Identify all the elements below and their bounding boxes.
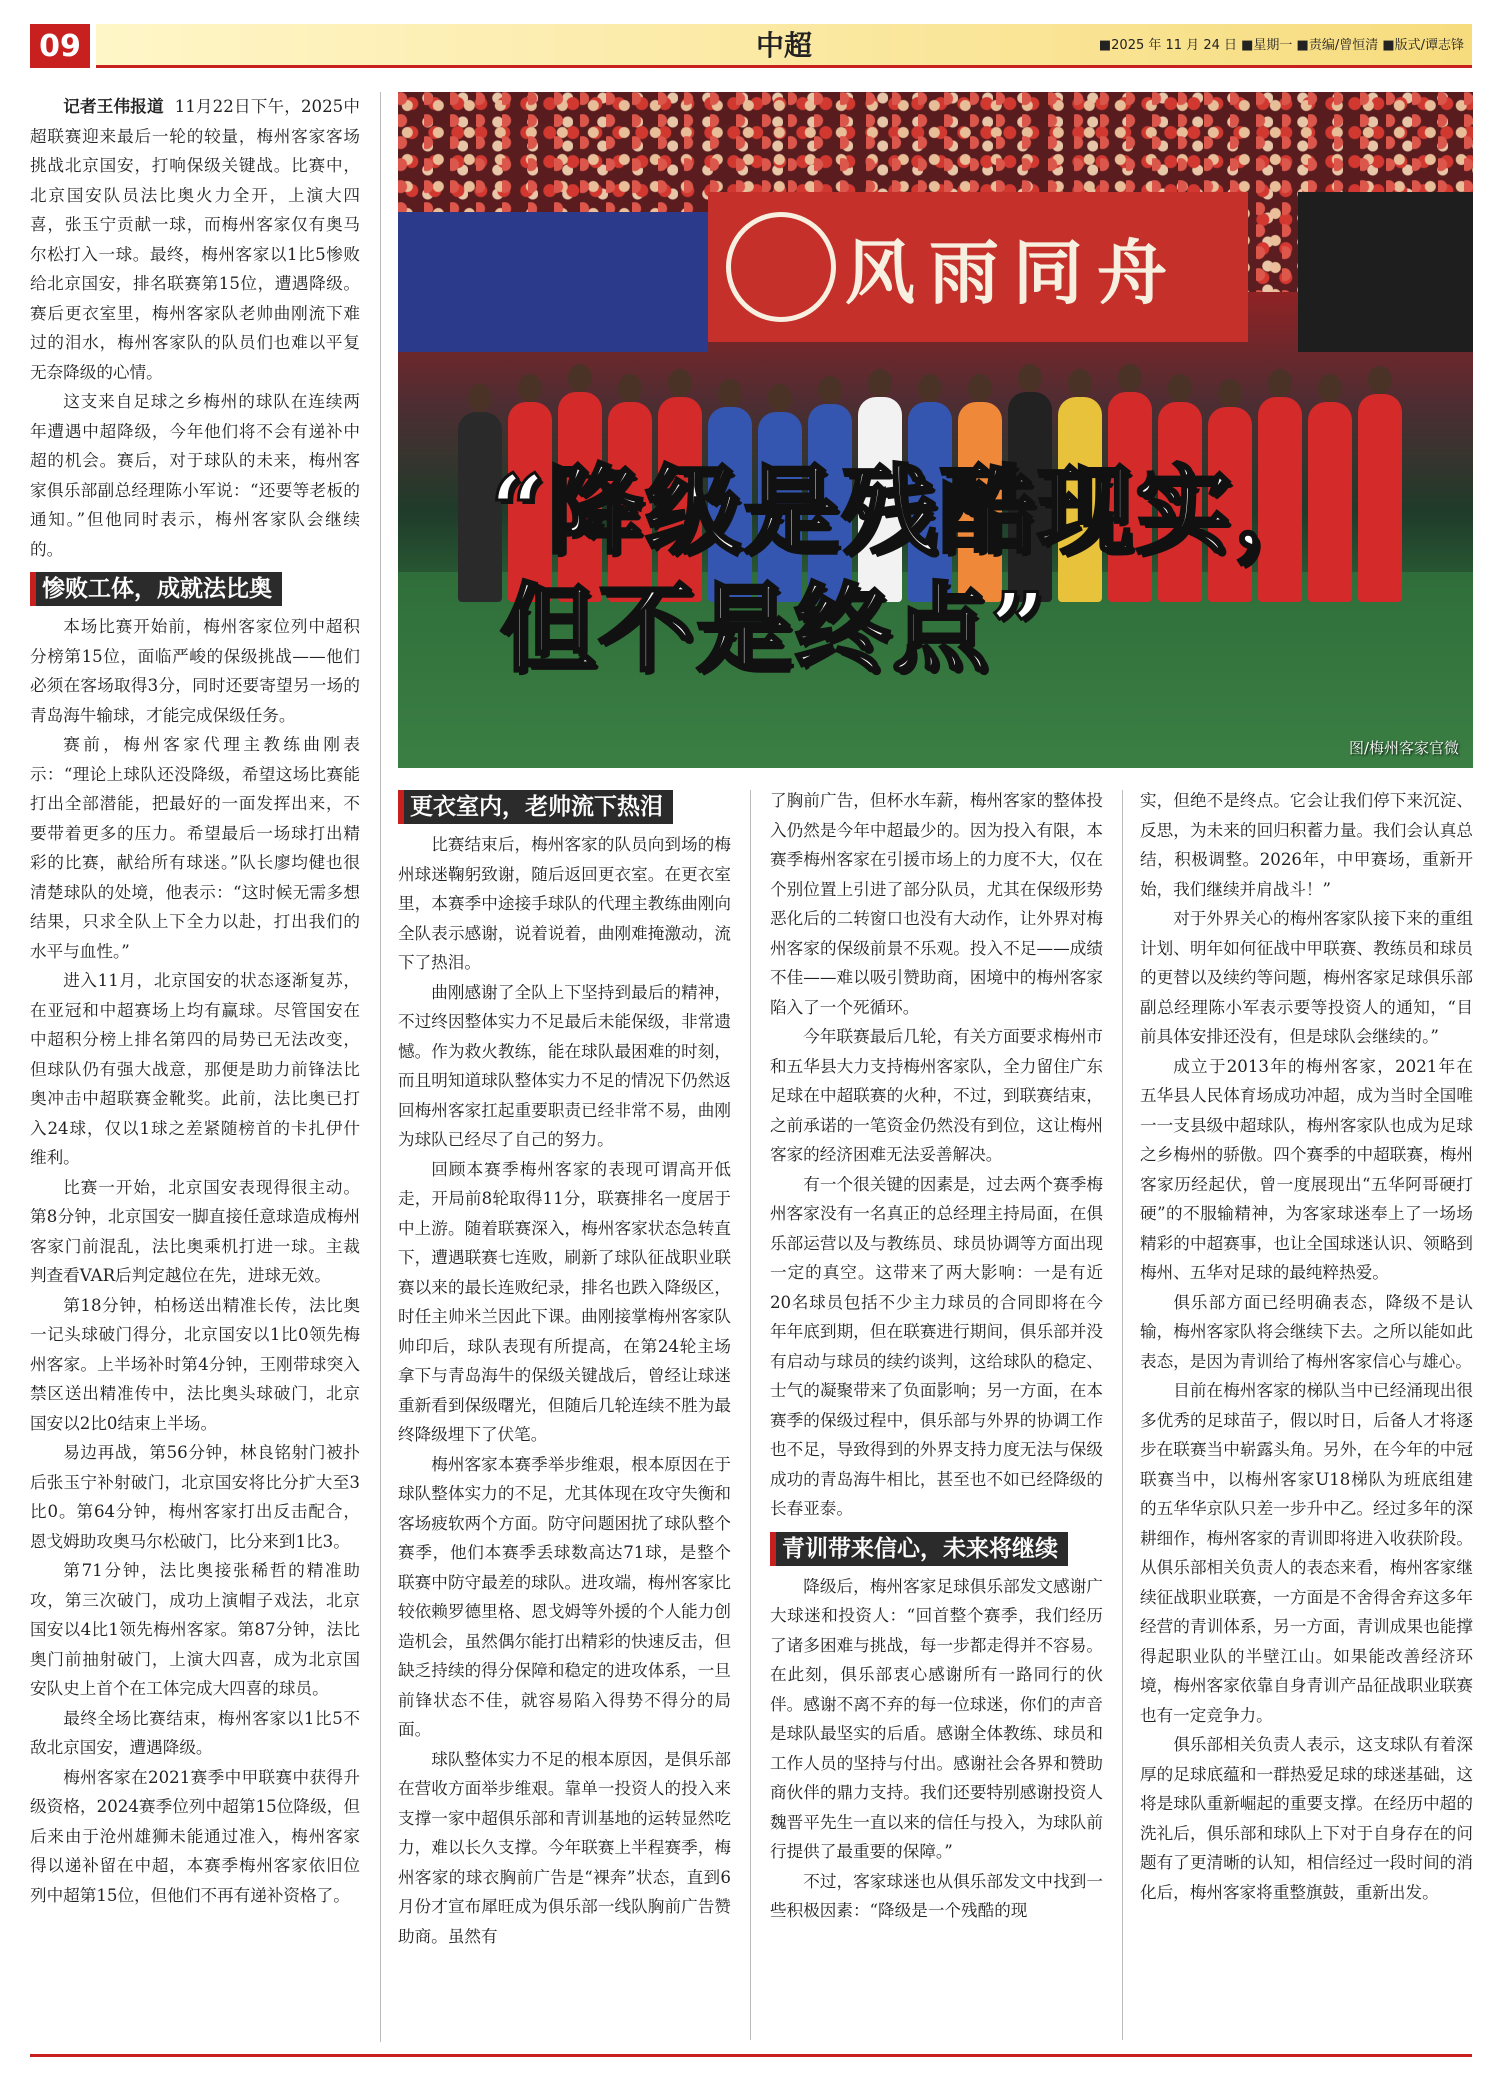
paragraph: 第71分钟，法比奥接张稀哲的精准助攻，第三次破门，成功上演帽子戏法，北京国安以4比1领先梅州客家。第87分钟，法比奥门前抽射破门，上演大四喜，成为北京国安队史上首个在工体完成大四喜的球员。 (30, 1561, 360, 1698)
section-title: 中超 (755, 29, 812, 62)
paragraph: 对于外界关心的梅州客家队接下来的重组计划、明年如何征战中甲联赛、教练员和球员的更替以及续约等问题，梅州客家足球俱乐部副总经理陈小军表示要等投资人的通知，“目前具体安排还没有，但是球队会继续的。” (1140, 909, 1473, 1046)
paragraph: 比赛结束后，梅州客家的队员向到场的梅州球迷鞠躬致谢，随后返回更衣室。在更衣室里，本赛季中途接手球队的代理主教练曲刚向全队表示感谢，说着说着，曲刚难掩激动，流下了热泪。 (398, 835, 731, 972)
paragraph: 俱乐部方面已经明确表态，降级不是认输，梅州客家队将会继续下去。之所以能如此表态，是因为青训给了梅州客家信心与雄心。 (1140, 1292, 1473, 1371)
headline (490, 452, 1470, 688)
page-header (30, 24, 1472, 70)
headline-line-1: “降级是残酷现实， (490, 454, 1332, 567)
article-column-2 (398, 790, 731, 1951)
paragraph: 进入11月，北京国安的状态逐渐复苏，在亚冠和中超赛场上均有赢球。尽管国安在中超积分榜上排名第四的局势已无法改变，但球队仍有强大战意，那便是助力前锋法比奥冲击中超联赛金靴奖。此前，法比奥已打入24球，仅以1球之差紧随榜首的卡扎伊什维利。 (30, 971, 360, 1167)
lead-text: 11月22日下午，2025中超联赛迎来最后一轮的较量，梅州客家客场挑战北京国安，打响保级关键战。比赛中，北京国安队员法比奥火力全开，上演大四喜，张玉宁贡献一球，而梅州客家仅有奥马尔松打入一球。最终，梅州客家以1比5惨败给北京国安，排名联赛第15位，遭遇降级。赛后更衣室里，梅州客家队老帅曲刚流下难过的泪水，梅州客家队的队员们也难以平复无奈降级的心情。 (30, 97, 360, 382)
hero-photo (398, 92, 1473, 768)
paragraph: 降级后，梅州客家足球俱乐部发文感谢广大球迷和投资人：“回首整个赛季，我们经历了诸多困难与挑战，每一步都走得并不容易。在此刻，俱乐部衷心感谢所有一路同行的伙伴。感谢不离不弃的每一位球迷，你们的声音是球队最坚实的后盾。感谢全体教练、球员和工作人员的坚持与付出。感谢社会各界和赞助商伙伴的鼎力支持。我们还要特别感谢投资人魏晋平先生一直以来的信任与投入，为球队前行提供了最重要的保障。” (770, 1576, 1103, 1861)
paragraph: 球队整体实力不足的根本原因，是俱乐部在营收方面举步维艰。靠单一投资人的投入来支撑一家中超俱乐部和青训基地的运转显然吃力，难以长久支撑。今年联赛上半程赛季，梅州客家的球衣胸前广告是“裸奔”状态，直到6月份才宣布犀旺成为俱乐部一线队胸前广告赞助商。虽然有 (398, 1749, 731, 1946)
byline: 记者王伟报道 (63, 96, 164, 116)
paragraph: 俱乐部相关负责人表示，这支球队有着深厚的足球底蕴和一群热爱足球的球迷基础，这将是球队重新崛起的重要支撑。在经历中超的洗礼后，俱乐部和球队上下对于自身存在的问题有了更清晰的认知，相信经过一段时间的消化后，梅州客家将重整旗鼓，重新出发。 (1140, 1735, 1473, 1902)
article-column-3 (770, 786, 1103, 1926)
lead-paragraph (30, 92, 360, 387)
paragraph: 赛前，梅州客家代理主教练曲刚表示：“理论上球队还没降级，希望这场比赛能打出全部潜能，把最好的一面发挥出来，不要带着更多的压力。希望最后一场球打出精彩的比赛，献给所有球迷。”队长廖均健也很清楚球队的处境，他表示：“这时候无需多想结果，只求全队上下全力以赴，打出我们的水平与血性。” (30, 735, 360, 961)
paragraph: 有一个很关键的因素是，过去两个赛季梅州客家没有一名真正的总经理主持局面，在俱乐部运营以及与教练员、球员协调等方面出现一定的真空。这带来了两大影响：一是有近20名球员包括不少主力球员的合同即将在今年年底到期，但在联赛进行期间，俱乐部并没有启动与球员的续约谈判，这给球队的稳定、士气的凝聚带来了负面影响；另一方面，在本赛季的保级过程中，俱乐部与外界的协调工作也不足，导致得到的外界支持力度无法与保级成功的青岛海牛相比，甚至也不如已经降级的长春亚泰。 (770, 1174, 1103, 1518)
column-divider (1122, 790, 1123, 2040)
paragraph: 第18分钟，柏杨送出精准长传，法比奥一记头球破门得分，北京国安以1比0领先梅州客家。上半场补时第4分钟，王刚带球突入禁区送出精准传中，法比奥头球破门，北京国安以2比0结束上半场。 (30, 1295, 360, 1433)
article-column-1 (30, 92, 360, 1910)
paragraph: 不过，客家球迷也从俱乐部发文中找到一些积极因素：“降级是一个残酷的现 (770, 1871, 1103, 1920)
banner-text: 风雨同舟 (845, 230, 1181, 314)
column-divider (750, 790, 751, 2040)
paragraph: 梅州客家本赛季举步维艰，根本原因在于球队整体实力的不足，尤其体现在攻守失衡和客场疲软两个方面。防守问题困扰了球队整个赛季，他们本赛季丢球数高达71球，是整个联赛中防守最差的球队。进攻端，梅州客家比较依赖罗德里格、恩戈姆等外援的个人能力创造机会，虽然偶尔能打出精彩的快速反击，但缺乏持续的得分保障和稳定的进攻体系，一旦前锋状态不佳，就容易陷入得势不得分的局面。 (398, 1454, 731, 1739)
paragraph: 易边再战，第56分钟，林良铭射门被扑后张玉宁补射破门，北京国安将比分扩大至3比0。第64分钟，梅州客家打出反击配合，恩戈姆助攻奥马尔松破门，比分来到1比3。 (30, 1443, 360, 1551)
bottom-rule (30, 2054, 1472, 2057)
paragraph: 梅州客家在2021赛季中甲联赛中获得升级资格，2024赛季位列中超第15位降级，但后来由于沧州雄狮未能通过准入，梅州客家得以递补留在中超，本赛季梅州客家依旧位列中超第15位，但他们不再有递补资格了。 (30, 1767, 360, 1905)
paragraph: 了胸前广告，但杯水车薪，梅州客家的整体投入仍然是今年中超最少的。因为投入有限，本赛季梅州客家在引援市场上的力度不大，仅在个别位置上引进了部分队员，尤其在保级形势恶化后的二转窗口也没有大动作，让外界对梅州客家的保级前景不乐观。投入不足——成绩不佳——难以吸引赞助商，困境中的梅州客家陷入了一个死循环。 (770, 791, 1103, 1017)
header-bar (96, 24, 1472, 68)
subhead-3: 青训带来信心，未来将继续 (770, 1532, 1068, 1566)
paragraph: 这支来自足球之乡梅州的球队在连续两年遭遇中超降级，今年他们将不会有递补中超的机会。赛后，对于球队的未来，梅州客家俱乐部副总经理陈小军说：“还要等老板的通知。”但他同时表示，梅州客家队会继续的。 (30, 392, 360, 559)
subhead-1: 惨败工体，成就法比奥 (30, 572, 282, 606)
paragraph: 回顾本赛季梅州客家的表现可谓高开低走，开局前8轮取得11分，联赛排名一度居于中上游。随着联赛深入，梅州客家状态急转直下，遭遇联赛七连败，刷新了球队征战职业联赛以来的最长连败纪录，排名也跌入降级区，时任主帅米兰因此下课。曲刚接掌梅州客家队帅印后，球队表现有所提高，在第24轮主场拿下与青岛海牛的保级关键战后，曾经让球迷重新看到保级曙光，但随后几轮连续不胜为最终降级埋下了伏笔。 (398, 1159, 731, 1444)
column-divider (380, 92, 381, 2042)
paragraph: 比赛一开始，北京国安表现得很主动。第8分钟，北京国安一脚直接任意球造成梅州客家门前混乱，法比奥乘机打进一球。主裁判查看VAR后判定越位在先，进球无效。 (30, 1177, 360, 1285)
headline-line-2: 但不是终点” (500, 572, 1048, 685)
paragraph: 本场比赛开始前，梅州客家位列中超积分榜第15位，面临严峻的保级挑战——他们必须在客场取得3分，同时还要寄望另一场的青岛海牛输球，才能完成保级任务。 (30, 617, 360, 725)
paragraph: 成立于2013年的梅州客家，2021年在五华县人民体育场成功冲超，成为当时全国唯一一支县级中超球队，梅州客家队也成为足球之乡梅州的骄傲。四个赛季的中超联赛，梅州客家历经起伏，曾一度展现出“五华阿哥硬打硬”的不服输精神，为客家球迷奉上了一场场精彩的中超赛事，也让全国球迷认识、领略到梅州、五华对足球的最纯粹热爱。 (1140, 1056, 1473, 1282)
subhead-2: 更衣室内，老帅流下热泪 (398, 790, 673, 824)
paragraph: 今年联赛最后几轮，有关方面要求梅州市和五华县大力支持梅州客家队，全力留住广东足球在中超联赛的火种，不过，到联赛结束，之前承诺的一笔资金仍然没有到位，这让梅州客家的经济困难无法妥善解决。 (770, 1027, 1103, 1164)
photo-credit: 图/梅州客家官微 (1348, 739, 1459, 757)
paragraph: 目前在梅州客家的梯队当中已经涌现出很多优秀的足球苗子，假以时日，后备人才将逐步在联赛当中崭露头角。另外，在今年的中冠联赛当中，以梅州客家U18梯队为班底组建的五华华京队只差一步升中乙。经过多年的深耕细作，梅州客家的青训即将进入收获阶段。从俱乐部相关负责人的表态来看，梅州客家继续征战职业联赛，一方面是不舍得舍弃这多年经营的青训体系，另一方面，青训成果也能撑得起职业队的半壁江山。如果能改善经济环境，梅州客家依靠自身青训产品征战职业联赛也有一定竞争力。 (1140, 1381, 1473, 1725)
article-column-4 (1140, 786, 1473, 1907)
issue-meta: ■2025 年 11 月 24 日 ■星期一 ■责编/曾恒清 ■版式/谭志锋 (1098, 38, 1464, 53)
paragraph: 实，但绝不是终点。它会让我们停下来沉淀、反思，为未来的回归积蓄力量。我们会认真总结，积极调整。2026年，中甲赛场，重新开始，我们继续并肩战斗！” (1140, 791, 1473, 899)
paragraph: 曲刚感谢了全队上下坚持到最后的精神，不过终因整体实力不足最后未能保级，非常遗憾。作为救火教练，能在球队最困难的时刻，而且明知道球队整体实力不足的情况下仍然返回梅州客家扛起重要职责已经非常不易，曲刚为球队已经尽了自己的努力。 (398, 982, 731, 1149)
page-number: 09 (30, 24, 90, 68)
paragraph: 最终全场比赛结束，梅州客家以1比5不敌北京国安，遭遇降级。 (30, 1708, 360, 1757)
